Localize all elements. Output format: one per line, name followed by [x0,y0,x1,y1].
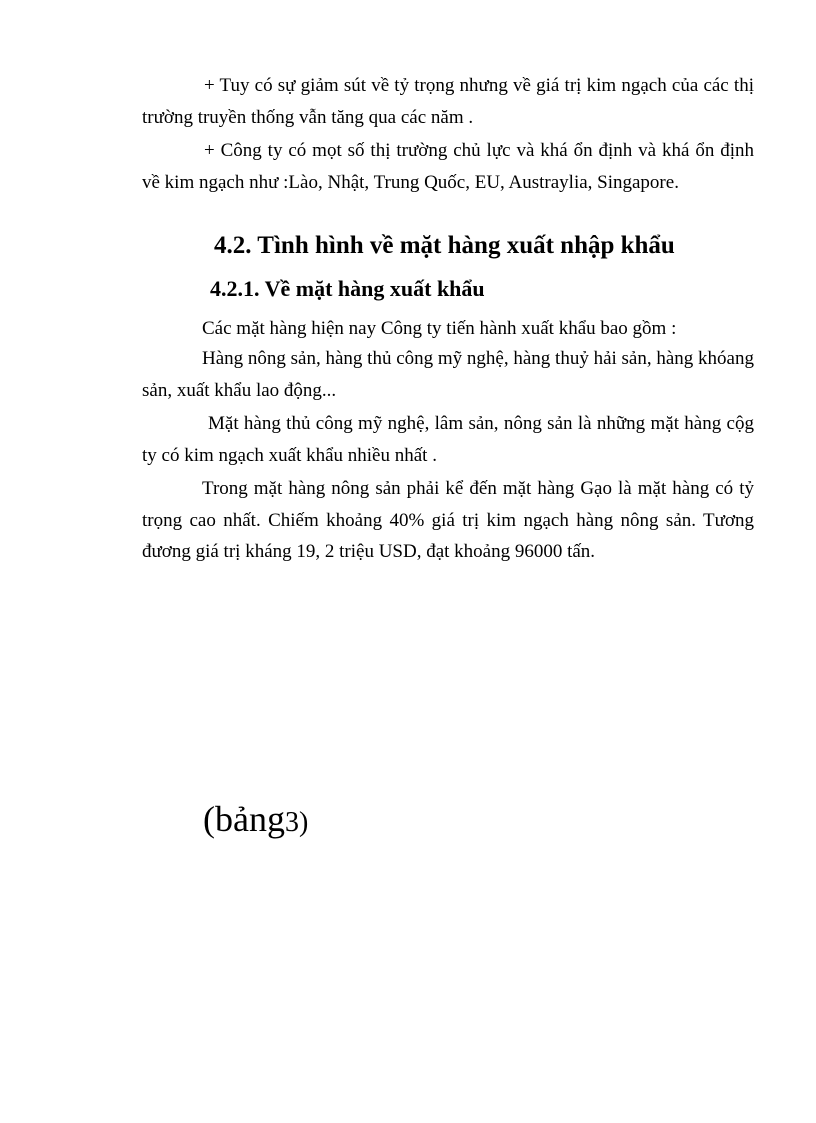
paragraph-handicraft-items: Mặt hàng thủ công mỹ nghệ, lâm sản, nông sản là những mặt hàng cộg ty có kim ngạch xuất khẩu nhiều nhất . [142,413,754,466]
table-caption-number: 3 [284,807,299,838]
paragraph-export-items-intro: Các mặt hàng hiện nay Công ty tiến hành xuất khẩu bao gồm : [202,318,677,339]
paragraph-traditional-markets: + Tuy có sự giảm sút về tỷ trọng nhưng về giá trị kim ngạch của các thị trường truyền thống vẫn tăng qua các năm . [142,75,754,128]
subsection-heading: 4.2.1. Về mặt hàng xuất khẩu [210,276,485,301]
paragraph-rice-exports: Trong mặt hàng nông sản phải kể đến mặt hàng Gạo là mặt hàng có tỷ trọng cao nhất. Chiếm khoảng 40% giá trị kim ngạch hàng nông sản. Tương đương giá trị kháng 19, 2 triệu USD, đạt khoảng 96000 tấn. [142,478,754,562]
table-caption-close: ) [298,807,309,838]
table-caption [203,798,308,840]
section-heading: 4.2. Tình hình về mặt hàng xuất nhập khẩu [214,232,675,259]
paragraph-export-items-list: Hàng nông sản, hàng thủ công mỹ nghệ, hàng thuỷ hải sản, hàng khóang sản, xuất khẩu lao động... [142,348,754,401]
table-caption-open: (bảng [203,799,285,839]
paragraph-key-markets: + Công ty có mọt số thị trường chủ lực và khá ổn định và khá ổn định về kim ngạch như :Lào, Nhật, Trung Quốc, EU, Austraylia, Singapore. [142,140,754,193]
